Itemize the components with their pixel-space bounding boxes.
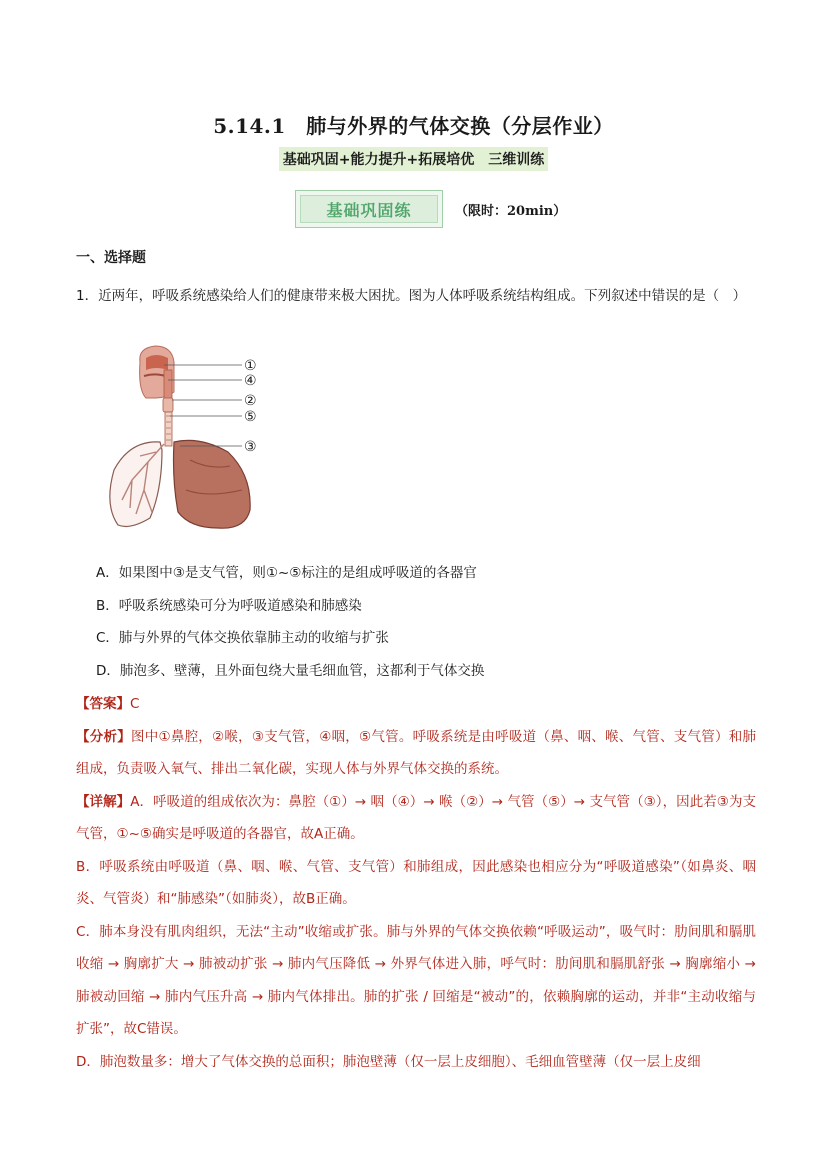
section-heading: 一、选择题 [76, 250, 146, 266]
time-limit: （限时：20min） [455, 204, 567, 219]
section-badge-label: 基础巩固练 [300, 195, 438, 223]
detail-b-paragraph: B．呼吸系统由呼吸道（鼻、咽、喉、气管、支气管）和肺组成，因此感染也相应分为“呼吸道感染”（如鼻炎、咽炎、气管炎）和“肺感染”（如肺炎），故B正确。 [76, 858, 756, 907]
page-title: 5.14.1 肺与外界的气体交换（分层作业） [213, 114, 614, 138]
detail-tag: 【详解】 [76, 793, 131, 810]
option-c: C．肺与外界的气体交换依靠肺主动的收缩与扩张 [96, 630, 389, 646]
analysis-tag: 【分析】 [76, 728, 131, 745]
option-a: A．如果图中③是支气管，则①~⑤标注的是组成呼吸道的各器官 [96, 565, 477, 581]
lung-right [174, 440, 251, 528]
solution-block [76, 688, 756, 1078]
option-b: B．呼吸系统感染可分为呼吸道感染和肺感染 [96, 597, 362, 614]
options-list [96, 558, 484, 688]
page-subtitle: 基础巩固+能力提升+拓展培优 三维训练 [279, 147, 548, 171]
figure-label: ② [244, 393, 257, 409]
larynx [163, 398, 173, 412]
answer-line [76, 688, 756, 721]
analysis-text: 图中①鼻腔，②喉，③支气管，④咽，⑤气管。呼吸系统是由呼吸道（鼻、咽、喉、气管、支气管）和肺组成，负责吸入氧气、排出二氧化碳，实现人体与外界气体交换的系统。 [76, 728, 757, 777]
figure-label: ⑤ [244, 409, 257, 425]
respiratory-diagram [100, 340, 270, 535]
trachea [165, 412, 172, 446]
figure-label: ① [244, 358, 257, 374]
detail-a-text: A．呼吸道的组成依次为：鼻腔（①）→ 咽（④）→ 喉（②）→ 气管（⑤）→ 支气管（③），因此若③为支气管，①~⑤确实是呼吸道的各器官，故A正确。 [76, 793, 756, 842]
analysis-paragraph [76, 721, 756, 786]
pharynx [164, 370, 172, 400]
section-badge [295, 190, 443, 228]
detail-a-paragraph [76, 786, 756, 851]
nasal-cavity [146, 355, 168, 370]
figure-label: ④ [244, 373, 257, 389]
detail-c-paragraph: C．肺本身没有肌肉组织，无法“主动”收缩或扩张。肺与外界的气体交换依赖“呼吸运动”，吸气时：肋间肌和膈肌收缩 → 胸廓扩大 → 肺被动扩张 → 肺内气压降低 → 外界气体进入肺，呼气时：肋间肌和膈肌舒张 → 胸廓缩小 → 肺被动回缩 → 肺内气压升高 → 肺内气体排出。肺的扩张 / 回缩是“被动”的，依赖胸廓的运动，并非“主动收缩与扩张”，故C错误。 [76, 923, 756, 1037]
answer-tag: 【答案】 [76, 696, 130, 712]
respiratory-system-figure [100, 340, 270, 535]
question-stem: 1．近两年，呼吸系统感染给人们的健康带来极大困扰。图为人体呼吸系统结构组成。下列叙述中错误的是（ ） [76, 288, 747, 304]
detail-d-paragraph: D．肺泡数量多：增大了气体交换的总面积；肺泡壁薄（仅一层上皮细胞）、毛细血管壁薄（仅一层上皮细 [76, 1053, 701, 1070]
subtitle-container [0, 147, 827, 171]
option-d: D．肺泡多、壁薄，且外面包绕大量毛细血管，这都利于气体交换 [96, 662, 485, 679]
figure-label: ③ [244, 439, 257, 455]
answer-value: C [130, 696, 140, 712]
